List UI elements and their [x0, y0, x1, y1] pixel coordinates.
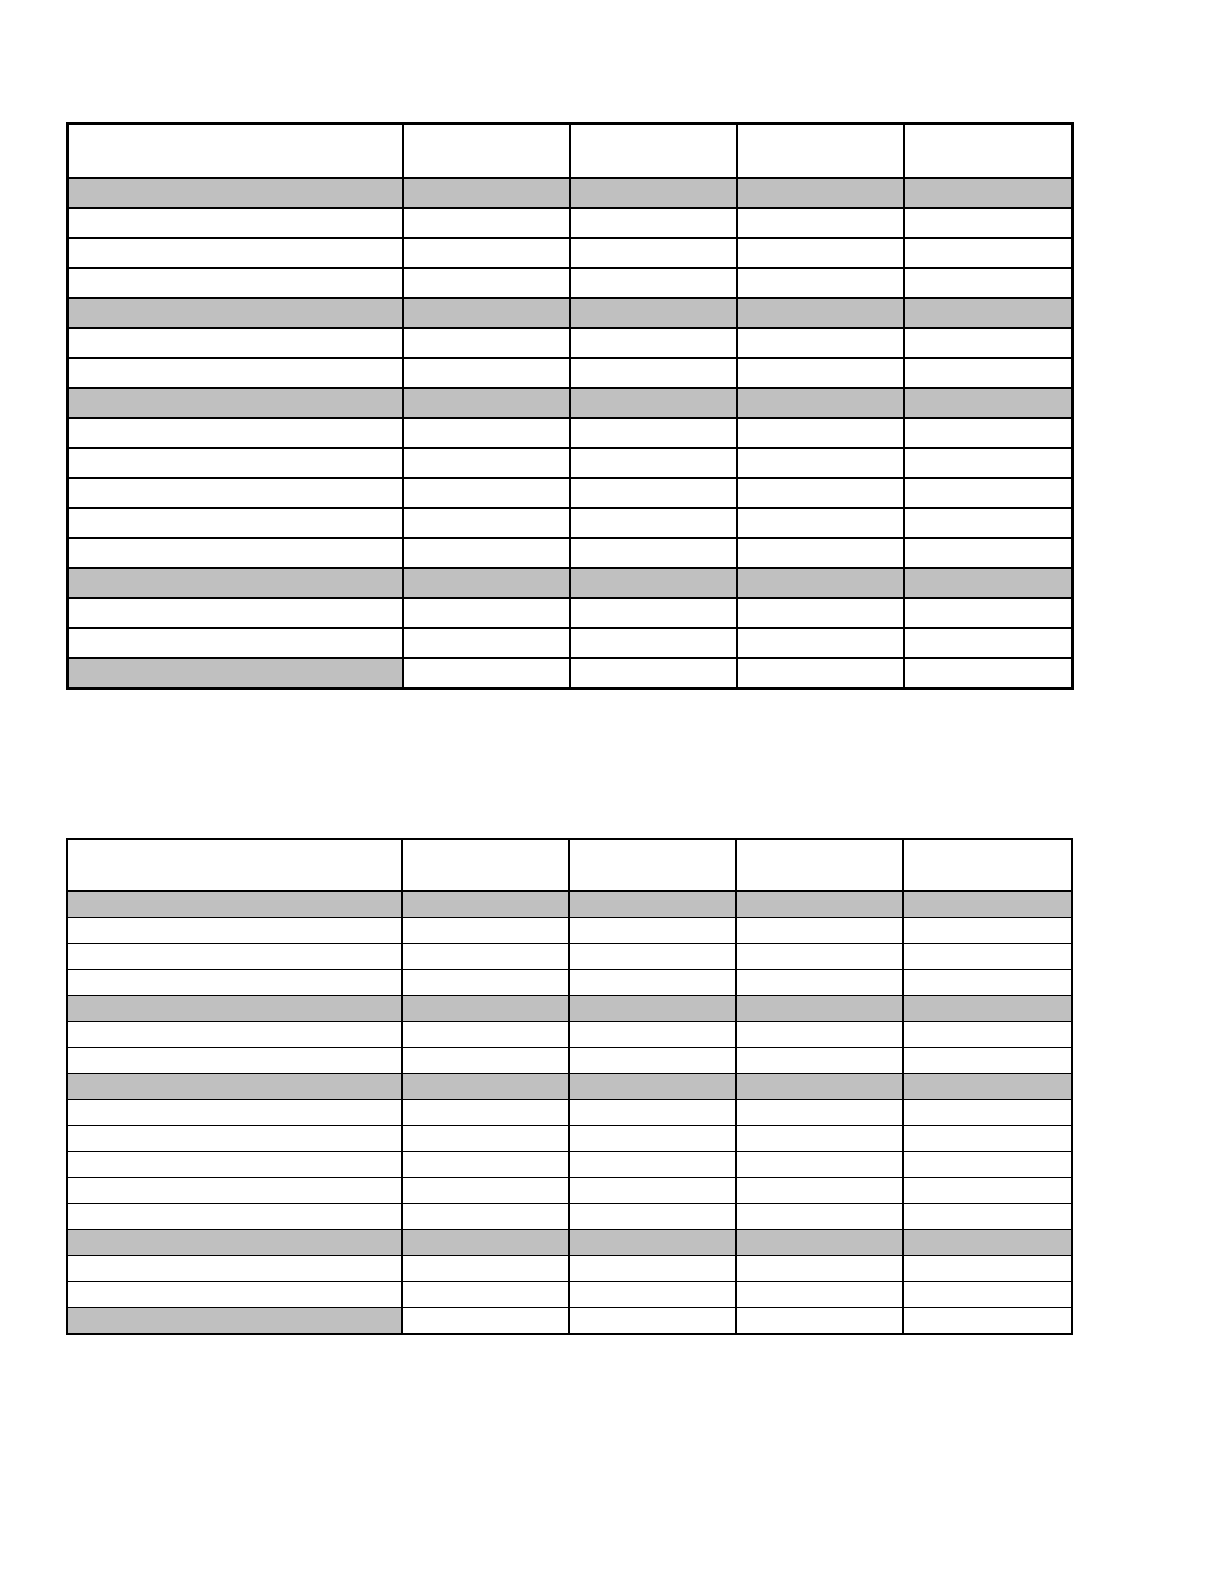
shaded-cell [402, 996, 569, 1022]
table-cell [903, 1204, 1072, 1230]
shaded-cell [904, 178, 1073, 208]
header-row [67, 839, 1072, 891]
header-cell [68, 124, 403, 179]
table-cell [67, 1152, 402, 1178]
shaded-cell [570, 298, 737, 328]
table-cell [402, 1152, 569, 1178]
shaded-cell [736, 1074, 903, 1100]
table-cell [569, 1100, 736, 1126]
shaded-cell [569, 996, 736, 1022]
table-cell [903, 1282, 1072, 1308]
table-row [68, 418, 1073, 448]
table-cell [736, 1178, 903, 1204]
table-cell [67, 1100, 402, 1126]
table-row [67, 1308, 1072, 1335]
table-cell [736, 944, 903, 970]
shaded-cell [737, 388, 904, 418]
table-cell [736, 1308, 903, 1335]
shaded-cell [903, 1074, 1072, 1100]
header-cell [67, 839, 402, 891]
table-cell [67, 918, 402, 944]
table-cell [570, 658, 737, 689]
table-cell [402, 1308, 569, 1335]
shaded-cell [403, 388, 570, 418]
shaded-cell [68, 178, 403, 208]
table-cell [904, 268, 1073, 298]
table-cell [67, 1126, 402, 1152]
table-cell [67, 1022, 402, 1048]
table-cell [736, 1204, 903, 1230]
table-cell [736, 1022, 903, 1048]
shaded-cell [68, 658, 403, 689]
table-cell [68, 418, 403, 448]
table-cell [569, 944, 736, 970]
header-cell [570, 124, 737, 179]
table-cell [402, 918, 569, 944]
table-cell [737, 208, 904, 238]
table-cell [403, 508, 570, 538]
table-1-body [68, 124, 1073, 689]
table-cell [903, 1048, 1072, 1074]
table-cell [68, 358, 403, 388]
table-cell [402, 1256, 569, 1282]
table-1 [66, 122, 1074, 690]
table-cell [402, 1022, 569, 1048]
shaded-cell [736, 1230, 903, 1256]
table-cell [402, 1048, 569, 1074]
header-cell [403, 124, 570, 179]
table-cell [569, 1308, 736, 1335]
table-cell [68, 628, 403, 658]
shaded-cell [67, 996, 402, 1022]
shaded-cell [68, 298, 403, 328]
table-cell [904, 658, 1073, 689]
table-cell [403, 238, 570, 268]
table-cell [402, 970, 569, 996]
table-row [67, 1152, 1072, 1178]
header-row [68, 124, 1073, 179]
table-cell [737, 268, 904, 298]
table-row [67, 1282, 1072, 1308]
table-cell [68, 208, 403, 238]
shaded-cell [903, 891, 1072, 918]
table-row [67, 1256, 1072, 1282]
table-cell [904, 508, 1073, 538]
table-cell [736, 1126, 903, 1152]
table-cell [569, 1152, 736, 1178]
table-cell [903, 918, 1072, 944]
table-row [68, 508, 1073, 538]
table-cell [403, 448, 570, 478]
shaded-cell [737, 298, 904, 328]
table-cell [736, 970, 903, 996]
table-cell [68, 328, 403, 358]
table-cell [904, 328, 1073, 358]
table-cell [569, 1178, 736, 1204]
table-cell [904, 448, 1073, 478]
table-row [68, 328, 1073, 358]
shaded-cell [402, 1230, 569, 1256]
table-row [68, 448, 1073, 478]
table-cell [904, 538, 1073, 568]
table-cell [68, 238, 403, 268]
table-cell [67, 944, 402, 970]
table-row [67, 1074, 1072, 1100]
shaded-cell [569, 1230, 736, 1256]
table-cell [737, 238, 904, 268]
table-cell [403, 628, 570, 658]
table-cell [570, 418, 737, 448]
table-cell [737, 508, 904, 538]
shaded-cell [737, 568, 904, 598]
table-cell [904, 478, 1073, 508]
table-cell [569, 1126, 736, 1152]
table-cell [403, 478, 570, 508]
shaded-cell [904, 388, 1073, 418]
table-cell [68, 538, 403, 568]
table-row [68, 238, 1073, 268]
table-cell [903, 944, 1072, 970]
table-row [67, 970, 1072, 996]
shaded-cell [403, 178, 570, 208]
shaded-cell [403, 298, 570, 328]
shaded-cell [569, 1074, 736, 1100]
shaded-cell [736, 891, 903, 918]
table-row [68, 268, 1073, 298]
table-cell [903, 1256, 1072, 1282]
table-cell [67, 970, 402, 996]
table-cell [68, 508, 403, 538]
shaded-cell [403, 568, 570, 598]
table-cell [737, 478, 904, 508]
table-cell [904, 628, 1073, 658]
table-cell [403, 268, 570, 298]
shaded-cell [904, 298, 1073, 328]
table-cell [570, 448, 737, 478]
table-cell [402, 1100, 569, 1126]
table-row [67, 891, 1072, 918]
table-cell [68, 598, 403, 628]
table-cell [570, 268, 737, 298]
table-cell [403, 358, 570, 388]
table-cell [569, 1256, 736, 1282]
table-row [68, 478, 1073, 508]
shaded-cell [737, 178, 904, 208]
table-cell [403, 328, 570, 358]
shaded-cell [67, 1230, 402, 1256]
table-cell [570, 598, 737, 628]
table-row [68, 568, 1073, 598]
shaded-cell [68, 568, 403, 598]
table-cell [570, 628, 737, 658]
table-cell [569, 1048, 736, 1074]
header-cell [903, 839, 1072, 891]
table-cell [569, 1022, 736, 1048]
shaded-cell [402, 1074, 569, 1100]
table-2 [66, 838, 1073, 1335]
table-cell [68, 268, 403, 298]
table-cell [736, 1256, 903, 1282]
shaded-cell [402, 891, 569, 918]
table-cell [67, 1178, 402, 1204]
table-cell [570, 328, 737, 358]
shaded-cell [570, 178, 737, 208]
table-cell [67, 1256, 402, 1282]
table-row [67, 1126, 1072, 1152]
table-cell [570, 508, 737, 538]
table-cell [904, 358, 1073, 388]
table-row [67, 1048, 1072, 1074]
table-cell [904, 418, 1073, 448]
table-cell [569, 970, 736, 996]
table-cell [903, 1152, 1072, 1178]
table-cell [67, 1282, 402, 1308]
table-cell [737, 328, 904, 358]
shaded-cell [68, 388, 403, 418]
shaded-cell [67, 891, 402, 918]
header-cell [736, 839, 903, 891]
table-row [67, 1178, 1072, 1204]
table-cell [736, 1282, 903, 1308]
table-cell [904, 208, 1073, 238]
table-cell [403, 598, 570, 628]
table-cell [903, 1178, 1072, 1204]
table-cell [737, 538, 904, 568]
table-cell [903, 1126, 1072, 1152]
shaded-cell [569, 891, 736, 918]
table-cell [68, 478, 403, 508]
table-row [67, 1022, 1072, 1048]
table-row [67, 1230, 1072, 1256]
table-row [68, 178, 1073, 208]
shaded-cell [903, 1230, 1072, 1256]
table-cell [67, 1204, 402, 1230]
table-cell [570, 358, 737, 388]
table-row [68, 298, 1073, 328]
table-row [68, 358, 1073, 388]
table-cell [569, 1204, 736, 1230]
table-cell [402, 944, 569, 970]
table-row [67, 944, 1072, 970]
table-cell [736, 918, 903, 944]
table-cell [737, 598, 904, 628]
table-cell [737, 418, 904, 448]
table-row [67, 1204, 1072, 1230]
table-row [68, 538, 1073, 568]
table-cell [904, 598, 1073, 628]
table-cell [737, 628, 904, 658]
table-cell [402, 1204, 569, 1230]
table-cell [569, 1282, 736, 1308]
table-cell [570, 238, 737, 268]
table-cell [402, 1126, 569, 1152]
header-cell [737, 124, 904, 179]
table-cell [736, 1152, 903, 1178]
shaded-cell [736, 996, 903, 1022]
shaded-cell [903, 996, 1072, 1022]
shaded-cell [67, 1308, 402, 1335]
header-cell [904, 124, 1073, 179]
table-cell [904, 238, 1073, 268]
table-row [67, 996, 1072, 1022]
table-cell [403, 418, 570, 448]
table-cell [903, 970, 1072, 996]
table-cell [570, 208, 737, 238]
table-cell [403, 538, 570, 568]
table-cell [737, 358, 904, 388]
table-cell [67, 1048, 402, 1074]
table-row [68, 388, 1073, 418]
table-row [67, 1100, 1072, 1126]
shaded-cell [904, 568, 1073, 598]
table-row [67, 918, 1072, 944]
table-cell [402, 1178, 569, 1204]
shaded-cell [67, 1074, 402, 1100]
table-cell [903, 1100, 1072, 1126]
shaded-cell [570, 388, 737, 418]
table-row [68, 598, 1073, 628]
table-row [68, 658, 1073, 689]
header-cell [569, 839, 736, 891]
table-cell [569, 918, 736, 944]
table-cell [736, 1048, 903, 1074]
shaded-cell [570, 568, 737, 598]
header-cell [402, 839, 569, 891]
table-cell [737, 658, 904, 689]
table-row [68, 208, 1073, 238]
table-cell [570, 478, 737, 508]
table-2-body [67, 839, 1072, 1334]
table-cell [403, 208, 570, 238]
table-cell [903, 1022, 1072, 1048]
table-cell [570, 538, 737, 568]
table-cell [736, 1100, 903, 1126]
table-cell [68, 448, 403, 478]
table-cell [403, 658, 570, 689]
table-cell [737, 448, 904, 478]
table-row [68, 628, 1073, 658]
table-cell [903, 1308, 1072, 1335]
table-cell [402, 1282, 569, 1308]
